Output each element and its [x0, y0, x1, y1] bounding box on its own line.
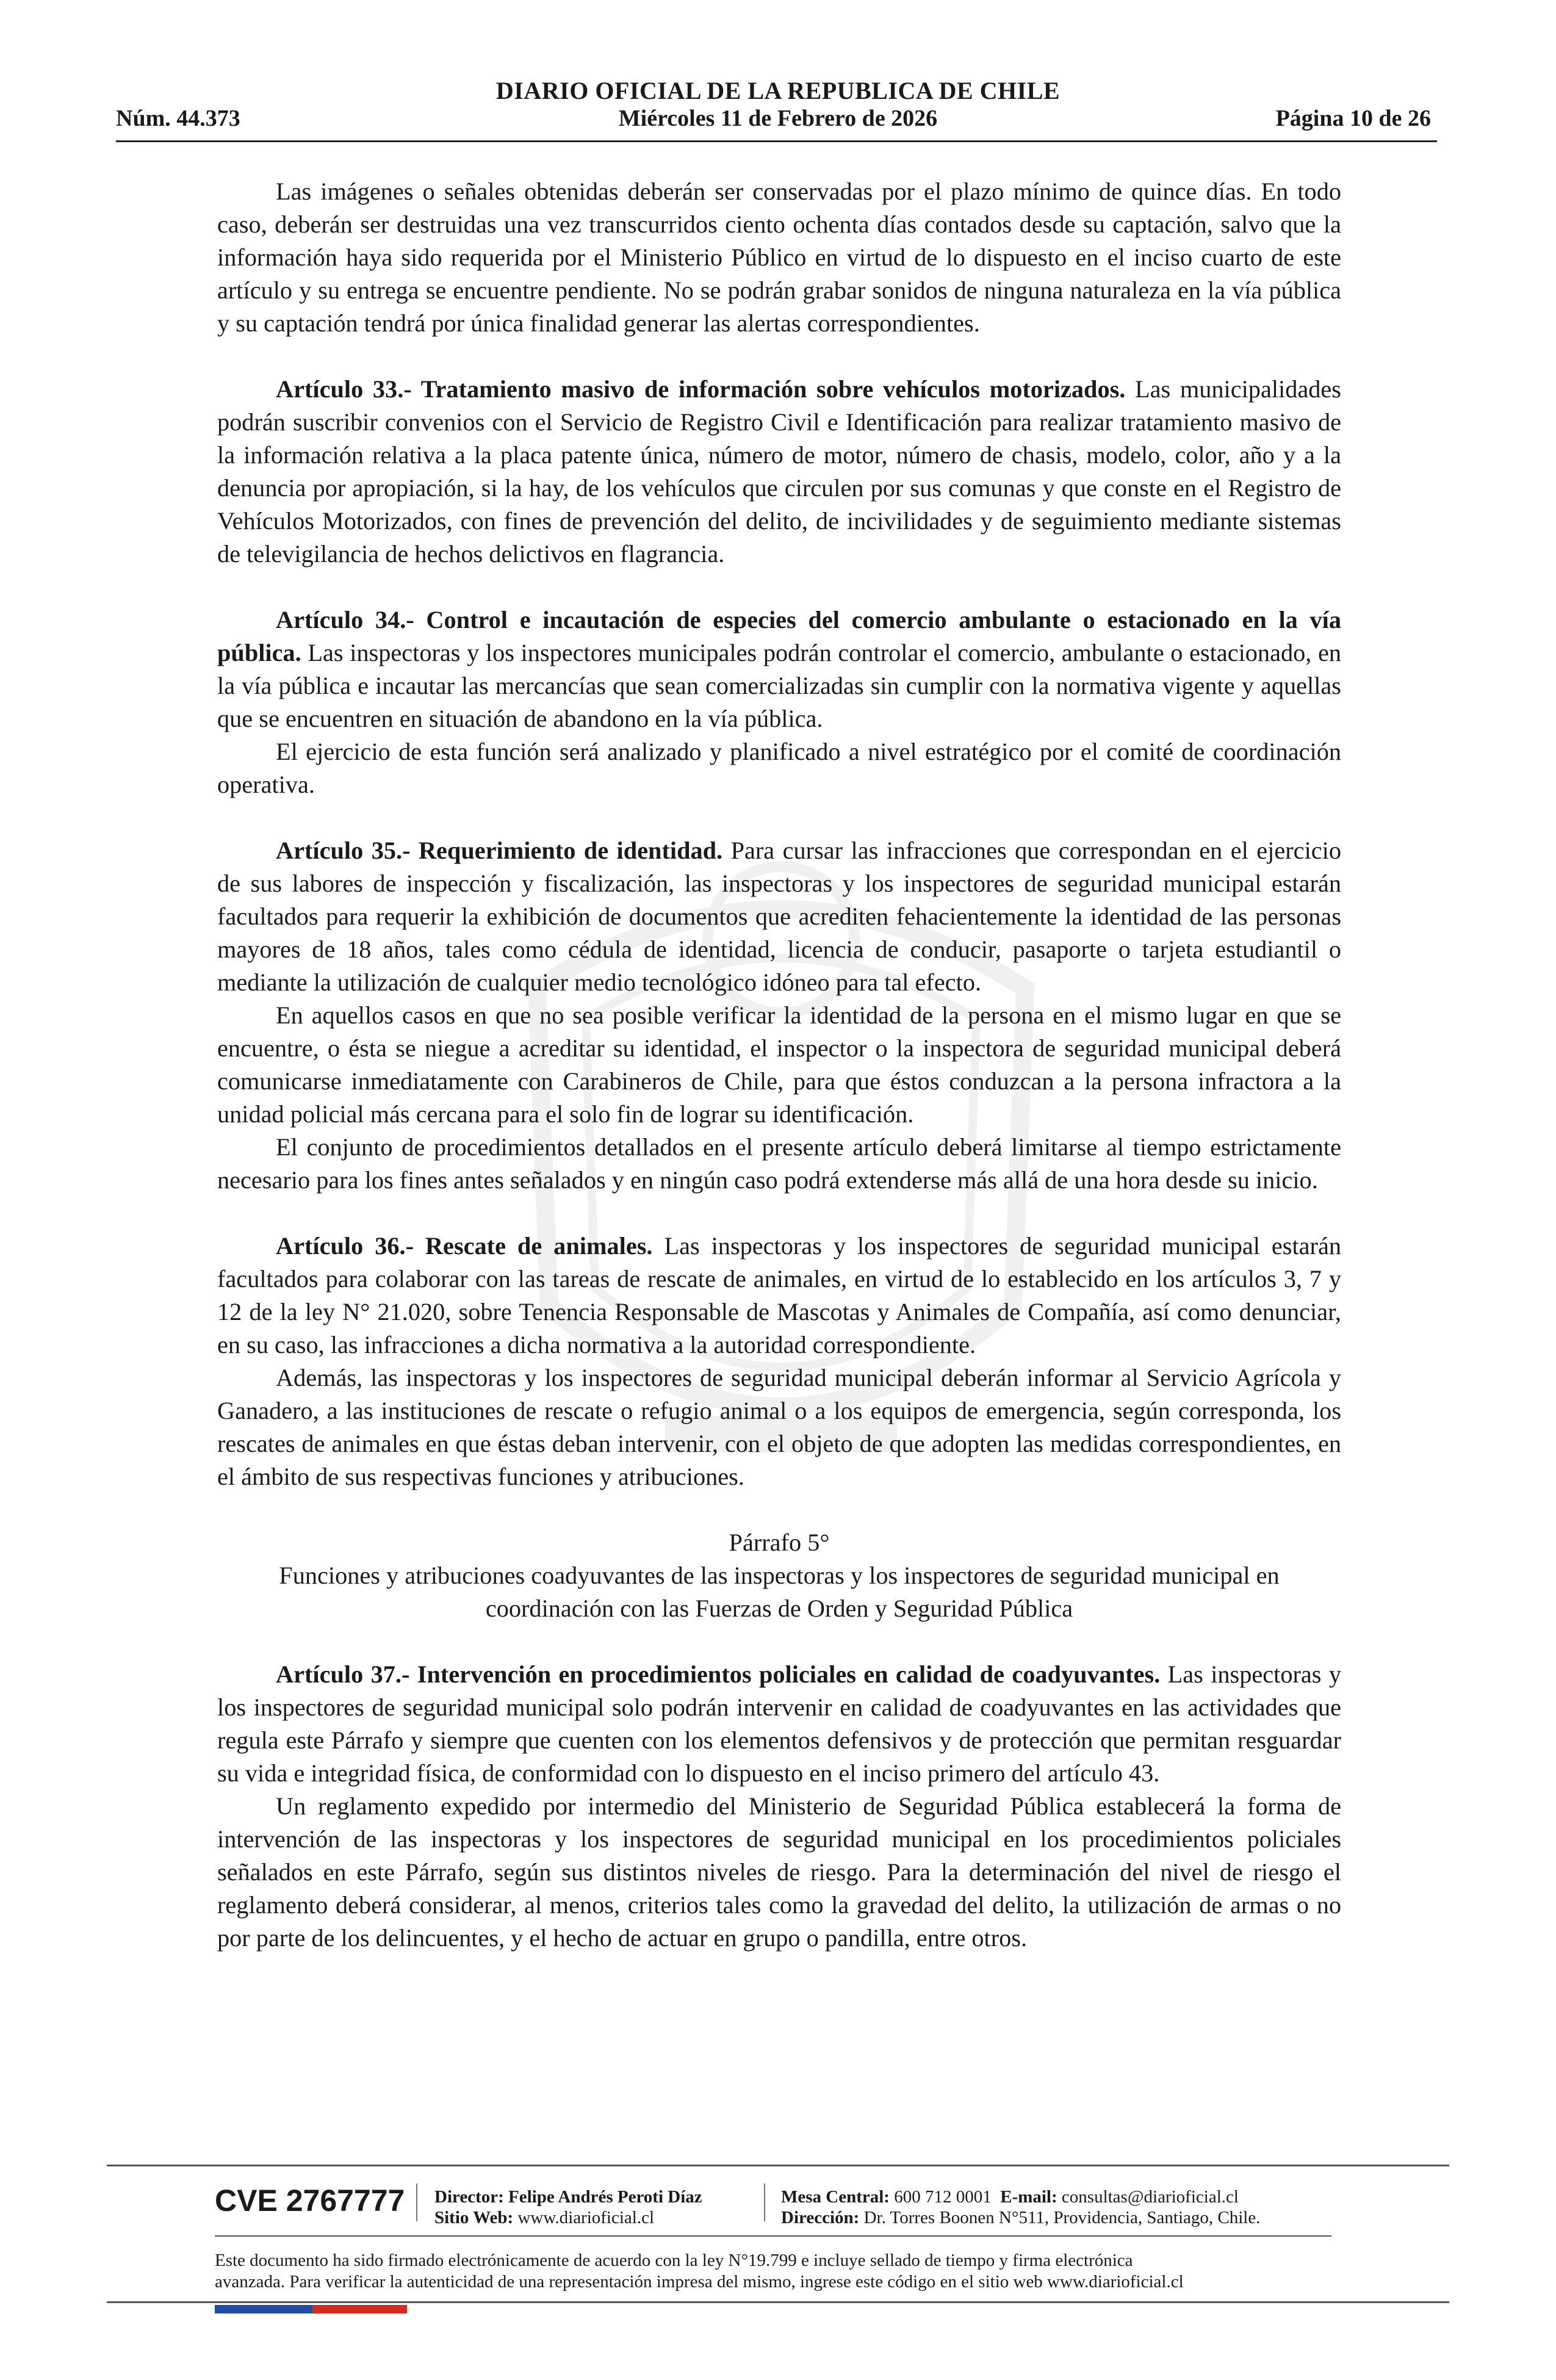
footer-divider-bottom: [107, 2301, 1449, 2303]
paragraph-images: Las imágenes o señales obtenidas deberán ser conservadas por el plazo mínimo de quince días. En todo caso, deberán ser destruidas una vez transcurridos ciento ochenta días contados desde su captación, salvo que la información haya sido requerida por el Ministerio Público en virtud de lo dispuesto en el inciso cuarto de este artículo y su entrega se encuentre pendiente. No se podrán grabar sonidos de ninguna naturaleza en la vía pública y su captación tendrá por única finalidad generar las alertas correspondientes.: [217, 178, 1341, 337]
legal-notice-line-2: avanzada. Para verificar la autenticidad de una representación impresa del mismo, ingrese este código en el sitio web www.diarioficial.cl: [215, 2272, 1184, 2292]
spacer: [217, 1493, 1341, 1526]
legal-notice: [215, 2250, 1344, 2293]
website-line: [434, 2207, 654, 2228]
article-37: [217, 1658, 1341, 1790]
section-label: Párrafo 5°: [729, 1529, 830, 1556]
website-link[interactable]: www.diarioficial.cl: [517, 2208, 655, 2227]
spacer: [217, 801, 1341, 834]
article-33-text: Las municipalidades podrán suscribir convenios con el Servicio de Registro Civil e Identificación para realizar tratamiento masivo de la información relativa a la placa patente única, número de motor, número de chasis, modelo, color, año y a la denuncia por apropiación, si la hay, de los vehículos que circulen por sus comunas y que conste en el Registro de Vehículos Motorizados, con fines de prevención del delito, de incivilidades y de seguimiento mediante sistemas de televigilancia de hechos delictivos en flagrancia.: [217, 375, 1341, 568]
document-body: [217, 175, 1341, 1955]
director-label: Director:: [434, 2187, 504, 2207]
article-35-paragraph-2: En aquellos casos en que no sea posible verificar la identidad de la persona en el mismo lugar en que se encuentre, o ésta se niegue a acreditar su identidad, el inspector o la inspectora de seguridad municipal deberá comunicarse inmediatamente con Carabineros de Chile, para que éstos conduzcan a la persona infractora a la unidad policial más cercana para el solo fin de lograr su identificación.: [217, 1001, 1341, 1128]
legal-notice-line-1: Este documento ha sido firmado electrónicamente de acuerdo con la ley N°19.799 e incluye sellado de tiempo y firma electrónica: [215, 2251, 1133, 2270]
section-title: Funciones y atribuciones coadyuvantes de las inspectoras y los inspectores de seguridad municipal en coordinación con las Fuerzas de Orden y Seguridad Pública: [279, 1562, 1280, 1622]
article-36-heading: Artículo 36.- Rescate de animales.: [276, 1232, 653, 1260]
spacer: [217, 340, 1341, 373]
journal-title: DIARIO OFICIAL DE LA REPUBLICA DE CHILE: [495, 77, 1061, 104]
address-label: Dirección:: [781, 2208, 860, 2227]
spacer: [217, 1625, 1341, 1658]
footer-divider-middle: [215, 2235, 1331, 2237]
spacer: [217, 1197, 1341, 1230]
director-line: [434, 2187, 702, 2207]
article-34-text: Las inspectoras y los inspectores municipales podrán controlar el comercio, ambulante o estacionado, en la vía pública e incautar las mercancías que sean comercializadas sin cumplir con la normativa vigente y aquellas que se encuentren en situación de abandono en la vía pública.: [217, 639, 1341, 732]
article-36: [217, 1230, 1341, 1361]
article-37-paragraph-2: Un reglamento expedido por intermedio del Ministerio de Seguridad Pública establecerá la forma de intervención de las inspectoras y los inspectores de seguridad municipal en los procedimientos policiales señalados en este Párrafo, según sus distintos niveles de riesgo. Para la determinación del nivel de riesgo el reglamento deberá considerar, al menos, criterios tales como la gravedad del delito, la utilización de armas o no por parte de los delincuentes, y el hecho de actuar en grupo o pandilla, entre otros.: [217, 1792, 1341, 1952]
flag-stripe-blue: [215, 2305, 312, 2313]
issue-date: Miércoles 11 de Febrero de 2026: [618, 106, 938, 131]
cve-code: CVE 2767777: [215, 2183, 405, 2218]
issue-number: Núm. 44.373: [116, 106, 240, 131]
phone-value: 600 712 0001: [894, 2187, 992, 2207]
phone-label: Mesa Central:: [781, 2187, 890, 2207]
email-label: E-mail:: [1000, 2187, 1057, 2207]
article-34: [217, 604, 1341, 735]
contact-line: [781, 2187, 1239, 2207]
article-34-heading: Artículo 34.- Control e incautación de especies del comercio ambulante o estacionado en la vía pública.: [217, 606, 1341, 666]
article-33: [217, 373, 1341, 571]
footer-divider-top: [107, 2165, 1449, 2166]
spacer: [217, 571, 1341, 604]
footer-separator: [416, 2183, 417, 2221]
article-35-paragraph-3: El conjunto de procedimientos detallados en el presente artículo deberá limitarse al tiempo estrictamente necesario para los fines antes señalados y en ningún caso podrá extenderse más allá de una hora desde su inicio.: [217, 1133, 1341, 1194]
address-value: Dr. Torres Boonen N°511, Providencia, Santiago, Chile.: [863, 2208, 1261, 2227]
address-line: [781, 2207, 1260, 2228]
header-divider: [116, 140, 1437, 142]
article-35: [217, 834, 1341, 999]
email-link[interactable]: consultas@diarioficial.cl: [1061, 2187, 1239, 2207]
website-label: Sitio Web:: [434, 2208, 514, 2227]
footer-separator: [764, 2183, 765, 2221]
article-34-paragraph-2: El ejercicio de esta función será analizado y planificado a nivel estratégico por el comité de coordinación operativa.: [217, 738, 1341, 798]
article-36-paragraph-2: Además, las inspectoras y los inspectores de seguridad municipal deberán informar al Servicio Agrícola y Ganadero, a las instituciones de rescate o refugio animal o a los equipos de emergencia, según corresponda, los rescates de animales en que éstas deban intervenir, con el objeto de que adopten las medidas correspondientes, en el ámbito de sus respectivas funciones y atribuciones.: [217, 1364, 1341, 1490]
director-name: Felipe Andrés Peroti Díaz: [508, 2187, 702, 2207]
article-35-heading: Artículo 35.- Requerimiento de identidad.: [276, 837, 723, 864]
article-33-heading: Artículo 33.- Tratamiento masivo de información sobre vehículos motorizados.: [276, 375, 1126, 403]
page-indicator: Página 10 de 26: [1275, 106, 1431, 131]
article-35-text: Para cursar las infracciones que correspondan en el ejercicio de sus labores de inspección y fiscalización, las inspectoras y los inspectores de seguridad municipal estarán facultados para requerir la exhibición de documentos que acrediten fehacientemente la identidad de las personas mayores de 18 años, tales como cédula de identidad, licencia de conducir, pasaporte o tarjeta estudiantil o mediante la utilización de cualquier medio tecnológico idóneo para tal efecto.: [217, 837, 1341, 996]
article-37-text: Las inspectoras y los inspectores de seguridad municipal solo podrán intervenir en calidad de coadyuvantes en las actividades que regula este Párrafo y siempre que cuenten con los elementos defensivos y de protección que permitan resguardar su vida e integridad física, de conformidad con lo dispuesto en el inciso primero del artículo 43.: [217, 1661, 1341, 1787]
article-36-text: Las inspectoras y los inspectores de seguridad municipal estarán facultados para colaborar con las tareas de rescate de animales, en virtud de lo establecido en los artículos 3, 7 y 12 de la ley N° 21.020, sobre Tenencia Responsable de Mascotas y Animales de Compañía, así como denunciar, en su caso, las infracciones a dicha normativa a la autoridad correspondiente.: [217, 1232, 1341, 1358]
flag-stripe-red: [312, 2305, 407, 2313]
article-37-heading: Artículo 37.- Intervención en procedimientos policiales en calidad de coadyuvantes.: [276, 1661, 1161, 1688]
